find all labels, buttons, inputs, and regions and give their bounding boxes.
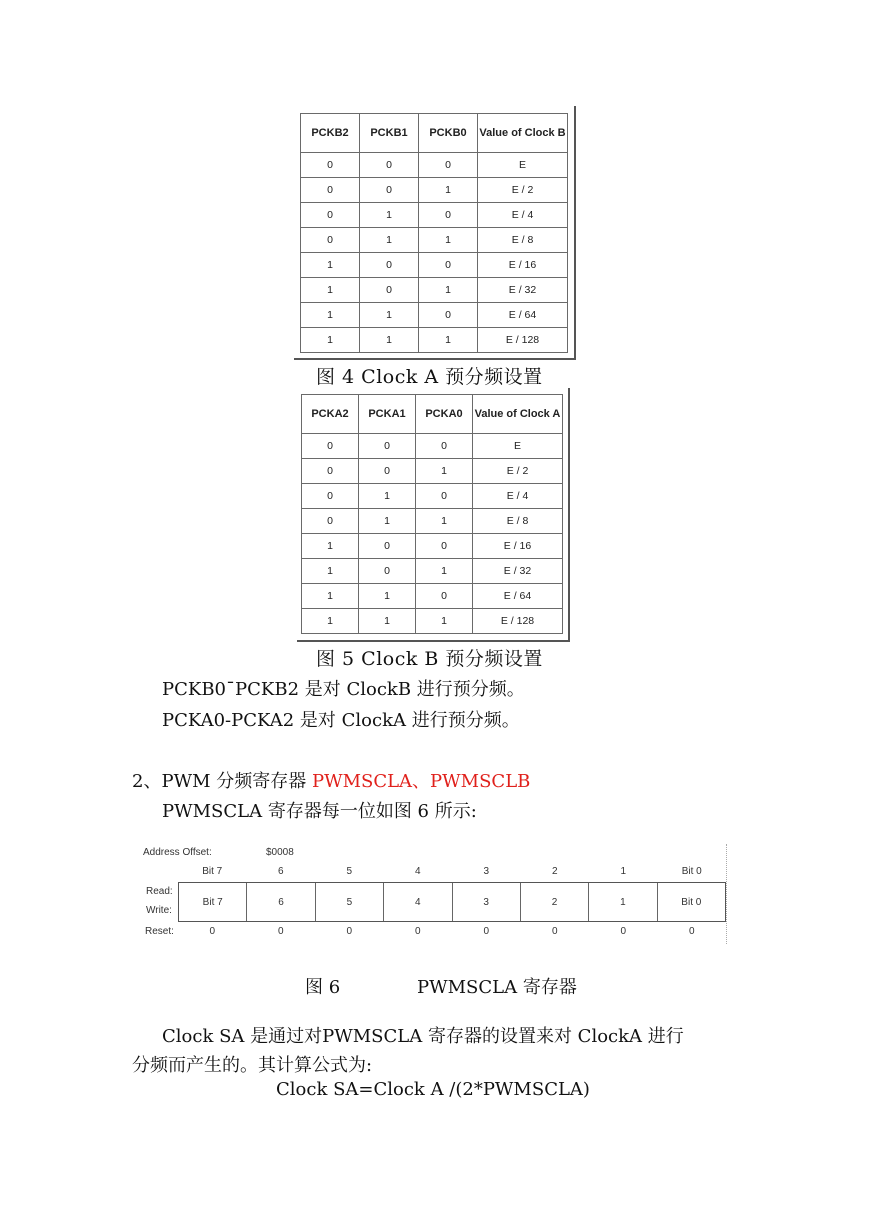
table-cell: 0 — [302, 434, 359, 459]
bit-header: Bit 0 — [681, 866, 702, 877]
table-cell: 0 — [302, 484, 359, 509]
column-header: PCKB1 — [360, 114, 419, 153]
table-cell: E / 128 — [473, 609, 563, 634]
table-cell: E / 8 — [473, 509, 563, 534]
address-offset-label: Address Offset: — [143, 847, 212, 858]
register-bit-cell: 3 — [453, 883, 521, 921]
pwmscla-register-diagram — [140, 844, 730, 944]
table-cell: 0 — [419, 253, 478, 278]
table-row — [301, 328, 568, 353]
bit-header: 3 — [483, 866, 490, 877]
bit-header: 6 — [277, 866, 284, 877]
table-row — [301, 153, 568, 178]
table-cell: 1 — [302, 559, 359, 584]
table-cell: 1 — [301, 253, 360, 278]
paragraph-pckb: PCKB0¯PCKB2 是对 ClockB 进行预分频。 — [162, 679, 525, 700]
table-cell: E — [478, 153, 568, 178]
table-cell: 1 — [302, 534, 359, 559]
diagram-border-dotted — [726, 844, 727, 944]
table-cell: 0 — [301, 178, 360, 203]
table-cell: E / 16 — [473, 534, 563, 559]
clock-b-prescaler-table-figure — [294, 106, 576, 360]
table-cell: 1 — [419, 228, 478, 253]
table-cell: 0 — [360, 153, 419, 178]
reset-value: 0 — [346, 926, 353, 937]
register-bit-cell: 1 — [589, 883, 657, 921]
reset-value-row — [178, 926, 726, 937]
table-shadow-edge — [294, 358, 576, 360]
table-cell: 1 — [301, 278, 360, 303]
table-row — [301, 278, 568, 303]
table-cell: 0 — [359, 434, 416, 459]
table-cell: E / 64 — [473, 584, 563, 609]
table-row — [301, 253, 568, 278]
table-cell: 1 — [360, 303, 419, 328]
table-cell: 0 — [416, 484, 473, 509]
register-bit-cell: 4 — [384, 883, 452, 921]
table-header-row — [302, 395, 563, 434]
reset-value: 0 — [551, 926, 558, 937]
register-bit-cell: Bit 7 — [179, 883, 247, 921]
table-cell: E / 32 — [478, 278, 568, 303]
table-row — [301, 203, 568, 228]
table-cell: 0 — [360, 278, 419, 303]
table-cell: 1 — [359, 509, 416, 534]
table-cell: 0 — [302, 509, 359, 534]
section-description: PWMSCLA 寄存器每一位如图 6 所示: — [162, 801, 477, 822]
section-heading-registers: PWMSCLA、PWMSCLB — [311, 771, 531, 792]
clock-a-prescaler-table — [301, 394, 563, 634]
explanation-line-2: 分频而产生的。其计算公式为: — [132, 1055, 373, 1076]
table-cell: 0 — [416, 534, 473, 559]
table-shadow-edge — [574, 106, 576, 360]
table-cell: 1 — [360, 328, 419, 353]
table-cell: E / 4 — [478, 203, 568, 228]
bit-header: Bit 7 — [202, 866, 223, 877]
table-cell: 1 — [419, 178, 478, 203]
register-bit-cell: 5 — [316, 883, 384, 921]
explanation-line-1: Clock SA 是通过对PWMSCLA 寄存器的设置来对 ClockA 进行 — [162, 1026, 684, 1047]
table-row — [302, 509, 563, 534]
table-cell: 0 — [419, 153, 478, 178]
table-cell: 1 — [419, 278, 478, 303]
table-cell: 0 — [419, 203, 478, 228]
table-cell: 0 — [416, 434, 473, 459]
bit-header: 4 — [414, 866, 421, 877]
table-cell: E — [473, 434, 563, 459]
table-cell: 0 — [302, 459, 359, 484]
table-cell: 1 — [359, 609, 416, 634]
table-cell: 1 — [416, 459, 473, 484]
table-cell: 1 — [302, 584, 359, 609]
reset-value: 0 — [483, 926, 490, 937]
table-row — [302, 434, 563, 459]
bit-header-row — [178, 866, 726, 877]
table-cell: 0 — [301, 153, 360, 178]
register-bit-cell: 2 — [521, 883, 589, 921]
table-row — [302, 609, 563, 634]
figure-6-caption-number: 图 6 — [305, 977, 341, 998]
reset-value: 0 — [209, 926, 216, 937]
address-offset-value: $0008 — [266, 847, 294, 858]
column-header: PCKA1 — [359, 395, 416, 434]
table-cell: 1 — [416, 609, 473, 634]
reset-label: Reset: — [145, 926, 174, 937]
column-header: PCKA0 — [416, 395, 473, 434]
table-cell: E / 8 — [478, 228, 568, 253]
table-row — [301, 178, 568, 203]
table-cell: E / 2 — [478, 178, 568, 203]
table-cell: E / 32 — [473, 559, 563, 584]
reset-value: 0 — [688, 926, 695, 937]
table-cell: 1 — [359, 484, 416, 509]
table-shadow-edge — [297, 640, 570, 642]
column-header: PCKB0 — [419, 114, 478, 153]
table-cell: E / 64 — [478, 303, 568, 328]
column-header: Value of Clock A — [473, 395, 563, 434]
figure-6-caption-text: PWMSCLA 寄存器 — [417, 977, 577, 998]
section-heading — [132, 767, 530, 793]
section-heading-prefix: 2、PWM 分频寄存器 — [132, 771, 312, 792]
table-cell: 0 — [416, 584, 473, 609]
register-bit-cell: 6 — [247, 883, 315, 921]
column-header: Value of Clock B — [478, 114, 568, 153]
table-row — [302, 584, 563, 609]
table-row — [302, 559, 563, 584]
reset-value: 0 — [414, 926, 421, 937]
table-cell: 1 — [301, 328, 360, 353]
clock-a-prescaler-table-figure — [297, 388, 570, 642]
table-cell: 1 — [360, 203, 419, 228]
reset-value: 0 — [620, 926, 627, 937]
table-row — [302, 459, 563, 484]
table-cell: 0 — [419, 303, 478, 328]
column-header: PCKA2 — [302, 395, 359, 434]
table-cell: 0 — [301, 228, 360, 253]
table-shadow-edge — [568, 388, 570, 642]
table-cell: 1 — [301, 303, 360, 328]
table-row — [302, 534, 563, 559]
clock-b-prescaler-table — [300, 113, 568, 353]
write-label: Write: — [146, 905, 172, 916]
table-cell: 0 — [359, 459, 416, 484]
table-cell: E / 4 — [473, 484, 563, 509]
table-cell: 0 — [301, 203, 360, 228]
table-row — [301, 228, 568, 253]
bit-header: 5 — [346, 866, 353, 877]
register-bit-cells — [178, 882, 726, 922]
table-cell: 0 — [359, 534, 416, 559]
table-cell: 1 — [302, 609, 359, 634]
table-cell: 1 — [416, 559, 473, 584]
table-cell: E / 16 — [478, 253, 568, 278]
table-cell: 1 — [419, 328, 478, 353]
register-bit-cell: Bit 0 — [681, 896, 702, 908]
column-header: PCKB2 — [301, 114, 360, 153]
table-row — [302, 484, 563, 509]
table-header-row — [301, 114, 568, 153]
paragraph-pcka: PCKA0-PCKA2 是对 ClockA 进行预分频。 — [162, 710, 520, 731]
bit-header: 2 — [551, 866, 558, 877]
formula: Clock SA=Clock A /(2*PWMSCLA) — [276, 1079, 590, 1100]
table-cell: 1 — [359, 584, 416, 609]
table-cell: 0 — [360, 178, 419, 203]
bit-header: 1 — [620, 866, 627, 877]
table-cell: E / 128 — [478, 328, 568, 353]
table-cell: 0 — [360, 253, 419, 278]
read-label: Read: — [146, 886, 173, 897]
figure-4-caption: 图 4 Clock A 预分频设置 — [316, 366, 543, 388]
table-row — [301, 303, 568, 328]
figure-5-caption: 图 5 Clock B 预分频设置 — [316, 648, 543, 670]
table-cell: E / 2 — [473, 459, 563, 484]
reset-value: 0 — [277, 926, 284, 937]
table-cell: 1 — [416, 509, 473, 534]
table-cell: 1 — [360, 228, 419, 253]
table-cell: 0 — [359, 559, 416, 584]
